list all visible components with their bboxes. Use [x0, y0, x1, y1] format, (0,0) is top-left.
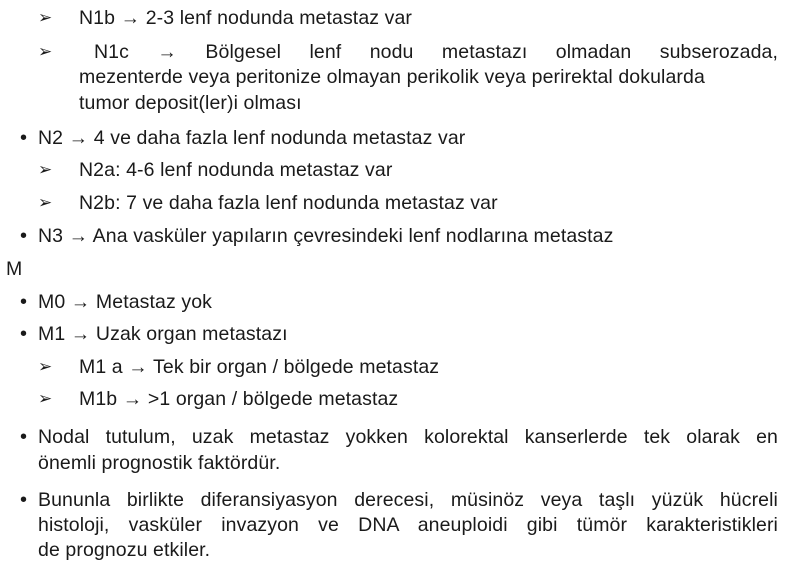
paragraph-diff-line: Bununla birlikte diferansiyasyon derecesi, müsinöz veya taşlı yüzük hücreli: [38, 489, 778, 511]
item-n2b: N2b: 7 ve daha fazla lenf nodunda metastaz var: [79, 192, 498, 214]
section-heading-m: M: [6, 258, 23, 280]
paragraph-nodal-line: Nodal tutulum, uzak metastaz yokken kolorektal kanserlerde tek olarak en: [38, 426, 778, 448]
bullet-dot-icon: •: [20, 225, 28, 247]
bullet-dot-icon: •: [20, 489, 28, 511]
sub-bullet-arrow-icon: ➢: [38, 42, 53, 61]
item-n3: N3 → Ana vasküler yapıların çevresindeki lenf nodlarına metastaz: [38, 225, 614, 247]
item-n1c-line: N1c → Bölgesel lenf nodu metastazı olmadan subserozada,: [94, 41, 778, 63]
item-m0: M0 → Metastaz yok: [38, 291, 213, 313]
item-m1: M1 → Uzak organ metastazı: [38, 323, 288, 345]
item-n2a: N2a: 4-6 lenf nodunda metastaz var: [79, 159, 393, 181]
sub-bullet-arrow-icon: ➢: [38, 193, 53, 212]
bullet-dot-icon: •: [20, 323, 28, 345]
item-n2: N2 → 4 ve daha fazla lenf nodunda metastaz var: [38, 127, 466, 149]
bullet-dot-icon: •: [20, 127, 28, 149]
bullet-dot-icon: •: [20, 291, 28, 313]
sub-bullet-arrow-icon: ➢: [38, 357, 53, 376]
paragraph-nodal-line: önemli prognostik faktördür.: [38, 452, 281, 474]
item-m1a: M1 a → Tek bir organ / bölgede metastaz: [79, 356, 440, 378]
item-n1b: N1b → 2-3 lenf nodunda metastaz var: [79, 7, 413, 29]
bullet-dot-icon: •: [20, 426, 28, 448]
sub-bullet-arrow-icon: ➢: [38, 8, 53, 27]
item-n1c-line: mezenterde veya peritonize olmayan perikolik veya perirektal dokularda: [79, 66, 705, 88]
sub-bullet-arrow-icon: ➢: [38, 389, 53, 408]
paragraph-diff-line: histoloji, vasküler invazyon ve DNA aneuploidi gibi tümör karakteristikleri: [38, 514, 778, 536]
paragraph-diff-line: de prognozu etkiler.: [38, 539, 211, 561]
sub-bullet-arrow-icon: ➢: [38, 160, 53, 179]
item-n1c-line: tumor deposit(ler)i olması: [79, 92, 302, 114]
item-m1b: M1b → >1 organ / bölgede metastaz: [79, 388, 399, 410]
